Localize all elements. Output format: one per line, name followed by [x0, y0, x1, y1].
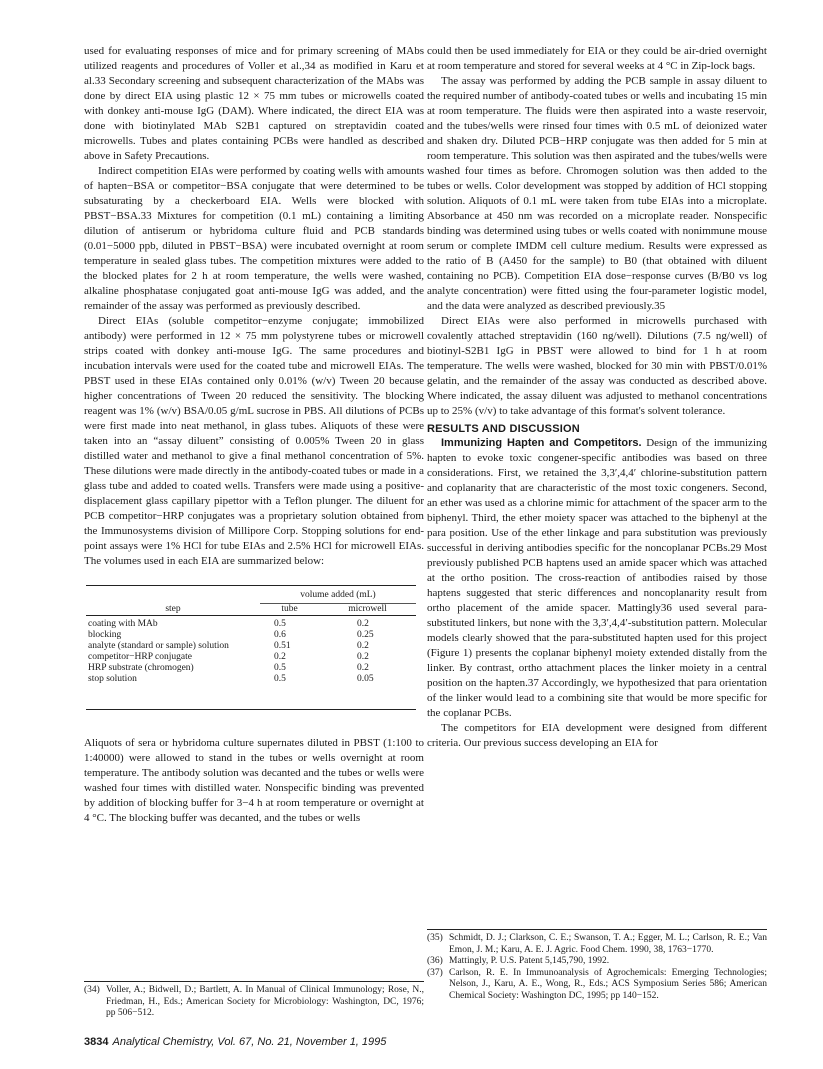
right-column: [427, 44, 767, 751]
run-in-heading: Immunizing Hapten and Competitors.: [441, 437, 642, 449]
table-row: competitor−HRP conjugate 0.2 0.2: [88, 651, 369, 662]
table-header-step: step: [86, 604, 260, 616]
body-paragraph: Direct EIAs (soluble competitor−enzyme conjugate; immobilized antibody) were performed in 12 × 75 mm polystyrene tubes or microwell strips coated with donkey anti-mouse IgG. The same procedures and incubation intervals were used for the coated tube and microwell EIAs. The PBST used in these EIAs contained only 0.01% (w/v) Tween 20 because higher concentrations of Tween 20 reduced the sensitivity. The blocking reagent was 1% (w/v) BSA/0.05 g/mL sucrose in PBS. All dilutions of PCBs were first made into neat methanol, in glass tubes. Aliquots of these were taken into an “assay diluent” consisting of 0.005% Tween 20 in glass distilled water and methanol to give a final methanol concentration of 5%. These dilutions were made directly in the antibody-coated tubes or made in a glass tube and added to coated wells. Transfers were made using a positive-displacement glass capillary pipettor with a Teflon plunger. The diluent for PCB competitor−HRP conjugates was a proprietary solution obtained from the Immunosystems division of Millipore Corp. Stopping solutions for end-point assays were 1% HCl for tube EIAs and 2.5% HCl for microwell EIAs. The volumes used in each EIA are summarized below:: [84, 315, 424, 567]
left-column: [84, 44, 424, 826]
footnotes-left: [84, 985, 424, 1020]
footnote: (36) Mattingly, P. U.S. Patent 5,145,790, 1992.: [427, 956, 610, 966]
footnotes-right: [427, 933, 767, 1002]
body-paragraph: The competitors for EIA development were designed from different criteria. Our previous success developing an EIA for: [427, 722, 767, 749]
section-heading: RESULTS AND DISCUSSION: [427, 423, 580, 435]
footnote: (35) Schmidt, D. J.; Clarkson, C. E.; Swanson, T. A.; Egger, M. L.; Carlson, R. E.; Van Emon, J. M.; Karu, A. E. J. Agric. Food Chem. 1990, 38, 1763−1770.: [427, 933, 767, 955]
footnote: (37) Carlson, R. E. In Immunoanalysis of Agrochemicals: Emerging Technologies; Nelson, J., Karu, A. E., Wong, R., Eds.; ACS Symposium Series 586; American Chemical Society: Washington DC, 1995; pp 140−152.: [427, 967, 767, 1001]
body-paragraph: used for evaluating responses of mice and for primary screening of MAbs utilized reagents and procedures of Voller et al.,34 as modified in Karu et al.33 Secondary screening and subsequent characterization of the MAbs was done by direct EIA using plastic 12 × 75 mm tubes or microwells coated with donkey anti-mouse IgG (DAM). Where indicated, the direct EIA was done with biotinylated MAb S2B1 captured on streptavidin coated microwells. Tubes and plates containing PCBs were handled as described above in Safety Precautions.: [84, 45, 424, 162]
body-paragraph: Direct EIAs were also performed in microwells purchased with covalently attached streptavidin (160 ng/well). Dilutions (7.5 ng/well) of biotinyl-S2B1 IgG in PBST were allowed to bind for 1 h at room temperature. The wells were washed, blocked for 30 min with PBST/0.01% gelatin, and the remainder of the assay was conducted as described above. Where indicated, the assay diluent was adjusted to methanol concentrations up to 25% (v/v) to take advantage of this format's solvent tolerance.: [427, 315, 767, 417]
table-row: analyte (standard or sample) solution 0.51 0.2: [88, 640, 369, 651]
page-footer: [84, 1036, 386, 1048]
body-paragraph: Immunizing Hapten and Competitors. Design of the immunizing hapten to evoke toxic congener-specific antibodies was based on three considerations. First, we retained the 3,3′,4,4′ chlorine-substitution pattern and coplanarity that are characteristic of the most toxic congeners. Second, an ether was used as a chlorine mimic for attachment of the spacer arm to the biphenyl. Third, the ether moiety spacer was attached to the biphenyl at the para position. Use of the ether linkage and para substitution was previously successful in deriving antibodies specific for the noncoplanar PCBs.29 Most previously published PCB haptens used an amide spacer which was attached at the ortho position. The cross-reaction of antibodies raised by those haptens suggested that steric differences and noncoplanarity result from ortho placement of the amide spacer. Mattingly36 used several para-substituted linkers, but none with the 3,3′,4,4′-substitution pattern. Molecular models clearly showed that the para-substituted hapten used for this project (Figure 1) presents the coplanar biphenyl moiety extended distally from the linker. By contrast, ortho attachment places the linker moiety in a central position on the hapten.37 Accordingly, we hypothesized that para orientation of the linker would lead to a combining site that would be more specific for the coplanar PCBs.: [427, 437, 767, 719]
table-row: blocking 0.6 0.25: [88, 629, 374, 640]
page-number: 3834: [84, 1036, 109, 1048]
table-header-tube: tube: [260, 604, 319, 616]
volumes-table: [86, 585, 416, 710]
table-row: HRP substrate (chromogen) 0.5 0.2: [88, 662, 369, 673]
body-paragraph: The assay was performed by adding the PCB sample in assay diluent to the required number of antibody-coated tubes or wells and incubating 15 min at room temperature. The fluids were then aspirated into a waste reservoir, and the tubes/wells were rinsed four times with 0.5 mL of deionized water and shaken dry. Diluted PCB−HRP conjugate was then added for 5 min at room temperature. This solution was then aspirated and the tubes/wells were washed four times as before. Chromogen solution was then added to the tubes or wells. Color development was stopped by addition of HCl stopping solution. Aliquots of 0.1 mL were taken from tube EIAs into a microplate. Absorbance at 450 nm was recorded on a microplate reader. Nonspecific binding was determined using tubes or wells coated with nonimmune mouse serum or complete IMDM cell culture medium. Results were expressed as the ratio of B (A450 for the sample) to B0 (that obtained with diluent containing no PCB). Competition EIA dose−response curves (B/B0 vs log analyte concentration) were fitted using the four-parameter logistic model, and the data were analyzed as described previously.35: [427, 75, 767, 312]
table-header-microwell: microwell: [319, 604, 416, 616]
footnote: (34) Voller, A.; Bidwell, D.; Bartlett, A. In Manual of Clinical Immunology; Rose, N., Friedman, H., Eds.; American Society for Microbiology: Washington, DC, 1976; pp 506−512.: [84, 985, 424, 1018]
body-paragraph: Indirect competition EIAs were performed by coating wells with amounts of hapten−BSA or competitor−BSA conjugate that were determined to be subsaturating by a checkerboard EIA. Wells were blocked with PBST−BSA.33 Mixtures for competition (0.1 mL) containing a limiting dilution of antiserum or hybridoma culture fluid and PCB standards (0.01−5000 ppb, diluted in PBST−BSA) were incubated overnight at room temperature in sealed glass tubes. The competition mixtures were added to the blocked plates for 2 h at room temperature, the wells were washed, alkaline phosphatase conjugated goat anti-mouse IgG was added, and the remainder of the assay was performed as previously described.: [84, 165, 424, 312]
footnote-rule: [427, 929, 767, 930]
table-group-header: volume added (mL): [260, 586, 416, 604]
journal-citation: Analytical Chemistry, Vol. 67, No. 21, November 1, 1995: [112, 1036, 387, 1048]
table-row: stop solution 0.5 0.05: [86, 674, 416, 710]
body-paragraph: could then be used immediately for EIA or they could be air-dried overnight at room temperature and stored for several weeks at 4 °C in Zip-lock bags.: [427, 45, 767, 72]
body-paragraph: Aliquots of sera or hybridoma culture supernates diluted in PBST (1:100 to 1:40000) were allowed to stand in the tubes or wells overnight at room temperature. The antibody solution was decanted and the tubes or wells were washed four times with distilled water. Nonspecific binding was prevented by addition of blocking buffer for 3−4 h at room temperature or overnight at 4 °C. The blocking buffer was decanted, and the tubes or wells: [84, 736, 424, 824]
footnote-rule: [84, 981, 424, 982]
table-row: coating with MAb 0.5 0.2: [88, 618, 369, 629]
